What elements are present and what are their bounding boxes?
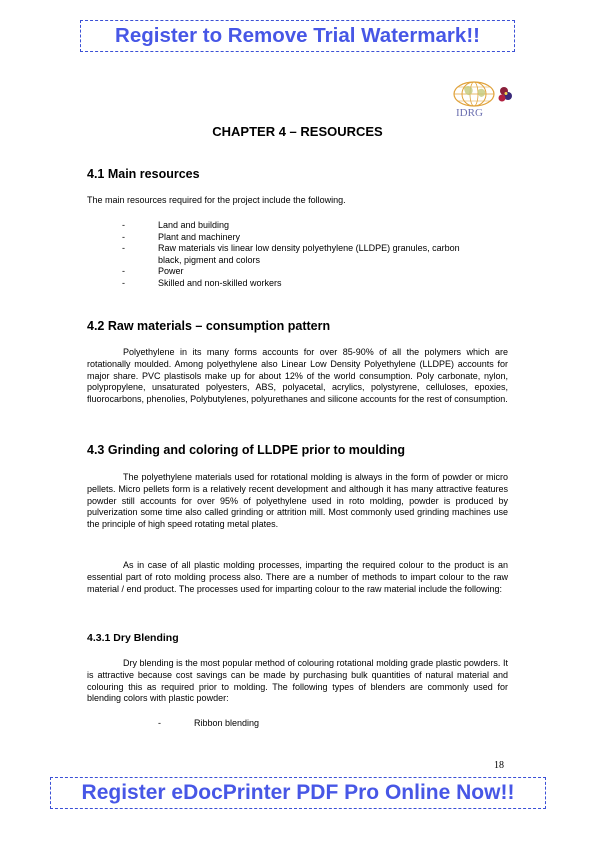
list-item: - Skilled and non-skilled workers: [122, 277, 282, 288]
paragraph-dry-blending: Dry blending is the most popular method of colouring rotational molding grade plastic powders. It is attractive because cost savings can be made by purchasing bulk quantities of natural material and colouring this as required prior to molding. The following types of blenders are commonly used for blending colors with plastic powder:: [87, 658, 508, 704]
section-heading-main-resources: 4.1 Main resources: [87, 167, 200, 181]
resources-list: [122, 220, 482, 290]
list-item: - Land and building: [122, 220, 230, 230]
section-heading-grinding: 4.3 Grinding and coloring of LLDPE prior to moulding: [87, 443, 406, 457]
list-item: - Plant and machinery: [122, 231, 241, 242]
section-intro: The main resources required for the project include the following.: [87, 195, 346, 205]
list-item: - Raw materials vis linear low density polyethylene (LLDPE) granules, carbon black, pigment and colors: [122, 243, 460, 265]
paragraph-grinding-1: The polyethylene materials used for rotational molding is always in the form of powder or micro pellets. Micro pellets form is a relatively recent development and although it has many attractive features powder still accounts for over 95% of polyethylene used in roto molding, powder is produced by pulverization some time also called grinding or attrition mill. Most commonly used grinding machines use the principle of high speed rotating metal plates.: [87, 472, 508, 530]
paragraph-grinding-2: As in case of all plastic molding processes, imparting the required colour to the product is an essential part of roto molding process also. There are a number of methods to impart colour to the raw material / end product. The processes used for imparting colour to the raw material include the following:: [87, 560, 508, 594]
trial-watermark-bottom: Register eDocPrinter PDF Pro Online Now!!: [50, 777, 546, 809]
paragraph-raw-materials: Polyethylene in its many forms accounts for over 85-90% of all the polymers which are rotationally moulded. Among polyethylene also Linear Low Density Polyethylene (LLDPE) accounts for major share. PVC plastisols make up for about 12% of the world consumption. Poly carbonate, nylon, polypropylene, unsaturated polyesters, ABS, polyacetal, acrylics, polystyrene, celluloses, epoxies, fluorocarbons, phenolies, Polybutylenes, polyurethanes and silicone accounts for the rest of consumption.: [87, 347, 508, 405]
chapter-title: CHAPTER 4 – RESOURCES: [212, 124, 383, 139]
logo-text: IDRG: [456, 107, 483, 119]
list-item: - Power: [122, 266, 184, 277]
subsection-heading-dry-blending: 4.3.1 Dry Blending: [87, 632, 179, 644]
page-number: 18: [494, 760, 504, 771]
trial-watermark-top: Register to Remove Trial Watermark!!: [80, 20, 515, 52]
list-item: - Ribbon blending: [158, 718, 260, 728]
section-heading-raw-materials: 4.2 Raw materials – consumption pattern: [87, 319, 331, 333]
blenders-list: [158, 718, 458, 730]
